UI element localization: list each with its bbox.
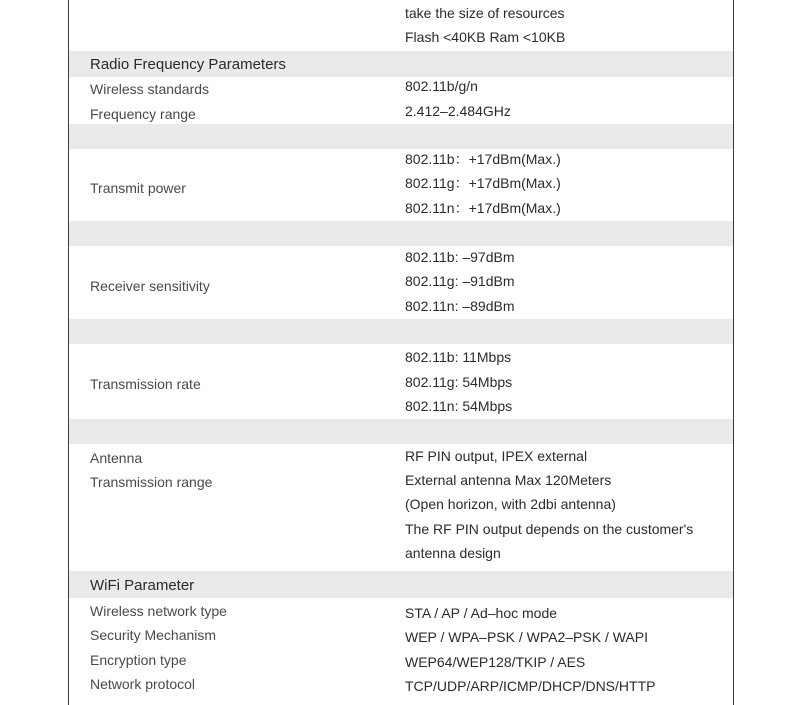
security-mechanism-label: Security Mechanism [90,627,217,643]
transmit-power-label: Transmit power [90,180,186,196]
transmit-power-11g: 802.11g：+17dBm(Max.) [405,175,561,191]
receiver-sensitivity-11b: 802.11b: –97dBm [405,249,515,265]
encryption-type-value: WEP64/WEP128/TKIP / AES [405,654,586,670]
resources-line-1: take the size of resources [405,5,565,21]
section-title-radio: Radio Frequency Parameters [90,56,286,73]
spacer-band [69,319,733,344]
transmit-power-11n: 802.11n：+17dBm(Max.) [405,200,561,216]
wireless-standards-label: Wireless standards [90,81,210,97]
receiver-sensitivity-label: Receiver sensitivity [90,278,210,294]
frequency-range-label: Frequency range [90,106,196,122]
receiver-sensitivity-11g: 802.11g: –91dBm [405,273,515,289]
wireless-network-type-value: STA / AP / Ad–hoc mode [405,605,558,621]
network-protocol-value: TCP/UDP/ARP/ICMP/DHCP/DNS/HTTP [405,678,656,694]
transmission-rate-11g: 802.11g: 54Mbps [405,374,513,390]
spacer-band [69,124,733,149]
transmission-rate-11b: 802.11b: 11Mbps [405,349,512,365]
spec-sheet [68,0,734,705]
receiver-sensitivity-11n: 802.11n: –89dBm [405,298,515,314]
transmission-range-line-1: External antenna Max 120Meters [405,472,612,488]
antenna-value: RF PIN output, IPEX external [405,448,588,464]
transmission-rate-11n: 802.11n: 54Mbps [405,398,513,414]
wireless-standards-value: 802.11b/g/n [405,78,478,94]
resources-line-2: Flash <40KB Ram <10KB [405,29,566,45]
transmission-range-line-2: (Open horizon, with 2dbi antenna) [405,496,616,512]
section-title-wifi: WiFi Parameter [90,577,195,594]
antenna-label: Antenna [90,450,143,466]
frequency-range-value: 2.412–2.484GHz [405,103,511,119]
section-header-wifi [69,571,733,598]
security-mechanism-value: WEP / WPA–PSK / WPA2–PSK / WAPI [405,629,648,645]
transmission-range-label: Transmission range [90,474,213,490]
transmission-range-line-3: The RF PIN output depends on the customer's [405,521,694,537]
spacer-band [69,419,733,444]
section-header-radio [69,51,733,77]
transmit-power-11b: 802.11b：+17dBm(Max.) [405,151,561,167]
network-protocol-label: Network protocol [90,676,196,692]
encryption-type-label: Encryption type [90,652,187,668]
transmission-range-line-4: antenna design [405,545,501,561]
transmission-rate-label: Transmission rate [90,376,201,392]
spacer-band [69,221,733,246]
wireless-network-type-label: Wireless network type [90,603,227,619]
